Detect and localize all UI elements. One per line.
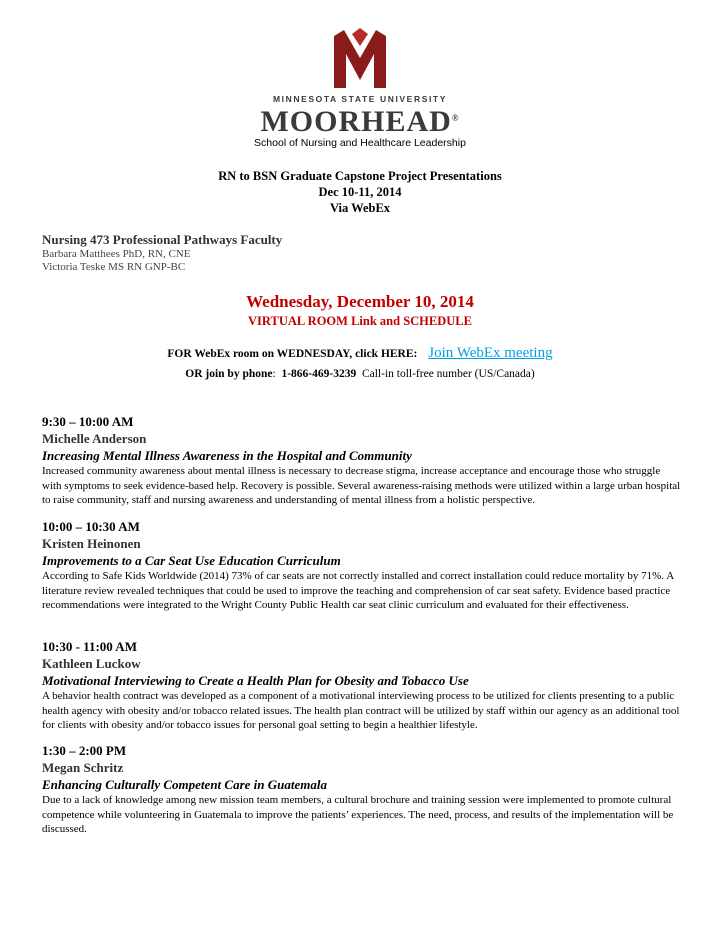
session-item [42,742,682,837]
phone-number: 1-866-469-3239 [281,368,357,380]
phone-line: OR join by phone: 1-866-469-3239 Call-in toll-free number (US/Canada) [185,368,535,380]
session-description: Increased community awareness about mental illness is necessary to decrease stigma, increase acceptance and encourage those who struggle with symptoms to seek evidence-based help. Recovery is possible. Several awareness-raising methods were utilized within a large urban hospital to raise community, staff and nursing awareness and understanding of mental illness from a holistic perspective. [42,465,681,506]
session-topic: Increasing Mental Illness Awareness in the Hospital and Community [42,448,412,463]
session-description: A behavior health contract was developed as a component of a motivational interviewing process to be utilized for clients presenting to a public health agency with obesity and/or tobacco related issues. The health plan contract will be utilized by staff within our agency as an additional tool for clients with obesity and/or tobacco issues for personal goal setting to begin a healthier lifestyle. [42,690,680,731]
event-via: Via WebEx [329,201,391,215]
session-topic: Motivational Interviewing to Create a Health Plan for Obesity and Tobacco Use [42,673,469,688]
phone-note: Call-in toll-free number (US/Canada) [361,368,535,380]
session-presenter: Kathleen Luckow [42,656,141,671]
faculty-member: Victoria Teske MS RN GNP-BC [42,261,186,273]
phone-prefix: OR join by phone [185,368,273,380]
university-name: MINNESOTA STATE UNIVERSITY [273,94,447,104]
session-time: 10:00 – 10:30 AM [42,519,140,534]
school-name: School of Nursing and Healthcare Leadership [254,137,466,149]
msum-m-logo-icon [330,28,390,90]
session-time: 9:30 – 10:00 AM [42,414,134,429]
day-date: Wednesday, December 10, 2014 [246,292,474,311]
session-time: 1:30 – 2:00 PM [42,743,127,758]
university-wordmark: MOORHEAD® [260,105,460,138]
session-time: 10:30 - 11:00 AM [42,639,137,654]
session-description: According to Safe Kids Worldwide (2014) 73% of car seats are not correctly installed and correct installation could reduce mortality by 71%. A literature review revealed techniques that could be used to improve the teaching and comprehension of car seat safety. Evidence based practice recommendations were integrated to the Wright County Public Health car seat clinic curriculum and evaluated for their effectiveness. [42,570,674,611]
session-description: Due to a lack of knowledge among new mission team members, a cultural brochure and training session were implemented to promote cultural competence while volunteering in Guatemala to improve the patients’ experiences. The need, process, and results of the implementation will be discussed. [42,794,674,835]
session-item [42,413,682,508]
session-presenter: Michelle Anderson [42,431,147,446]
session-item [42,638,682,733]
event-header [0,168,720,216]
faculty-block [42,232,282,274]
day-heading [0,292,720,330]
event-title: RN to BSN Graduate Capstone Project Presentations [218,169,502,183]
session-topic: Improvements to a Car Seat Use Education Curriculum [42,553,341,568]
join-webex-link[interactable]: Join WebEx meeting [428,345,553,361]
session-topic: Enhancing Culturally Competent Care in Guatemala [42,777,327,792]
event-dates: Dec 10-11, 2014 [318,185,402,199]
day-subtitle: VIRTUAL ROOM Link and SCHEDULE [248,314,472,328]
university-logo [0,28,720,136]
session-item [42,518,682,613]
session-presenter: Kristen Heinonen [42,536,141,551]
webex-line [0,345,720,362]
faculty-title: Nursing 473 Professional Pathways Faculty [42,232,283,247]
faculty-member: Barbara Matthees PhD, RN, CNE [42,248,191,260]
webex-prompt: FOR WebEx room on WEDNESDAY, click HERE: [167,348,418,360]
session-presenter: Megan Schritz [42,760,124,775]
